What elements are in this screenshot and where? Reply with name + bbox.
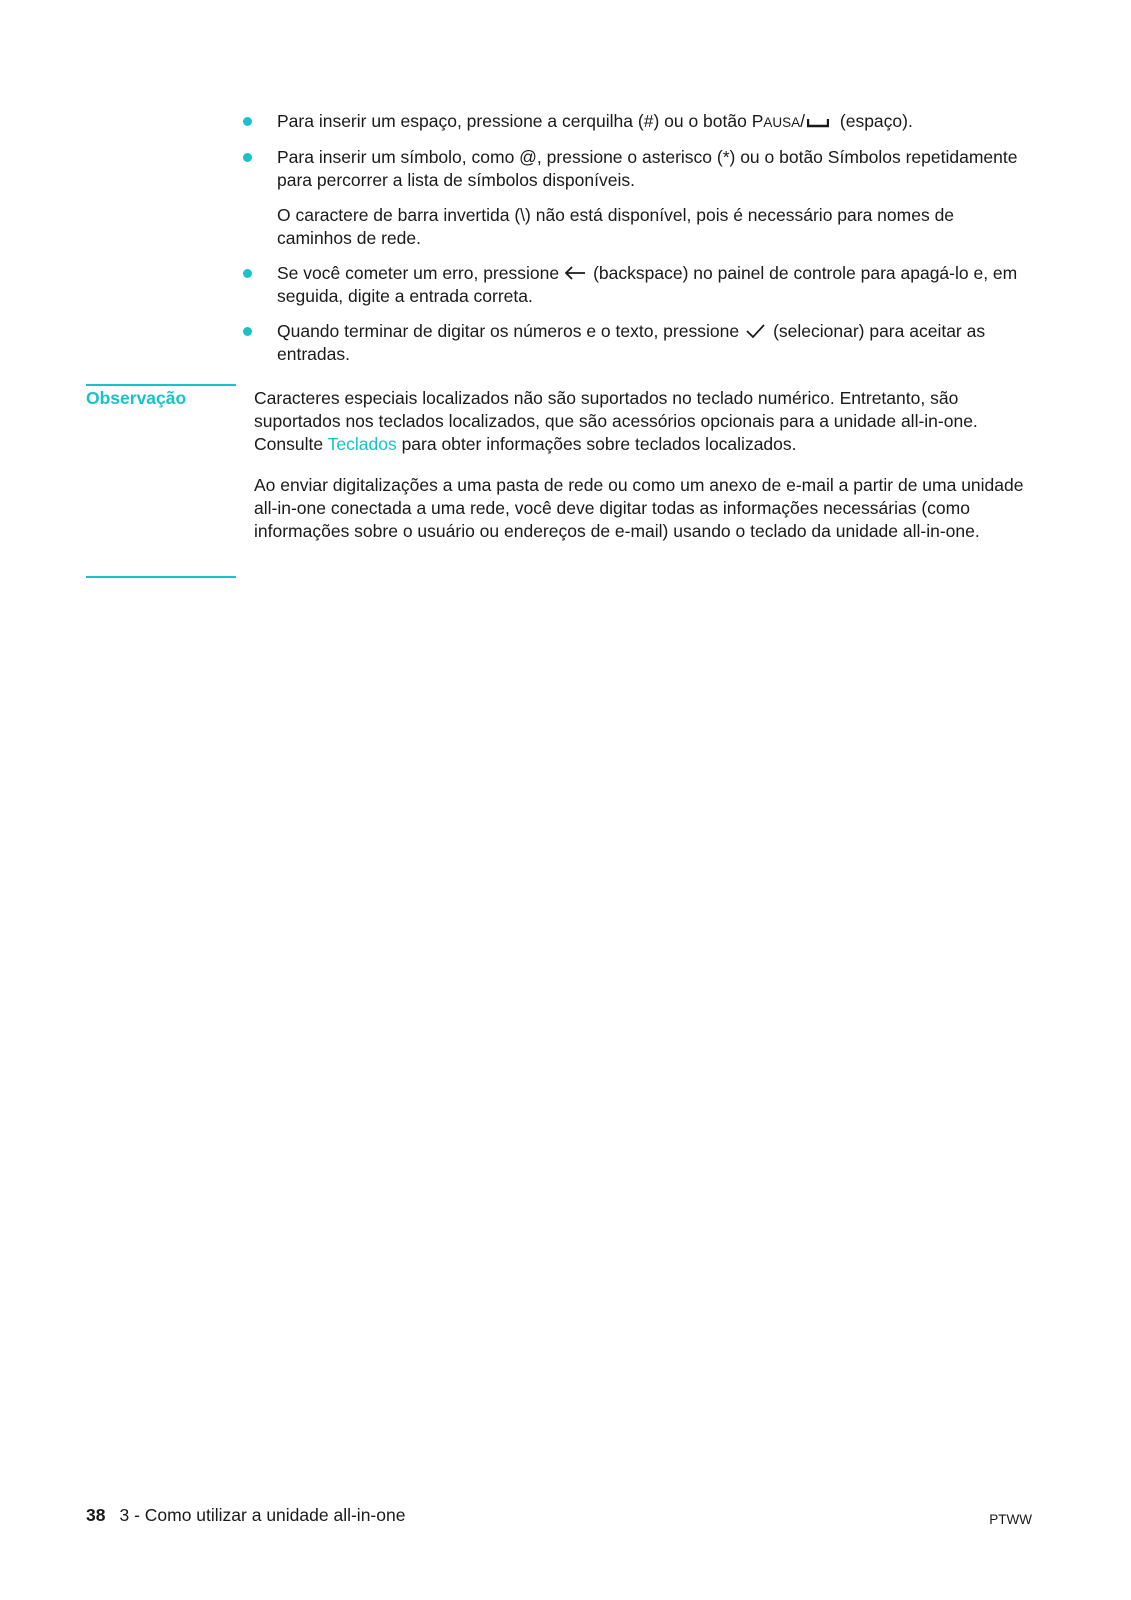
checkmark-icon [743, 323, 767, 339]
note-text-end: para obter informações sobre teclados localizados. [396, 434, 797, 454]
note-paragraph [254, 387, 1040, 456]
slash: / [800, 111, 806, 131]
bullet-text-end: (selecionar) para aceitar as entradas. [277, 321, 986, 364]
bullet-dot-icon [243, 327, 252, 336]
note-text: Caracteres especiais localizados não são suportados no teclado numérico. Entretanto, são suportados nos teclados localizados, que são acessórios opcionais para a unidade all-in-one. Consulte [254, 388, 978, 454]
bullet-dot-icon [243, 153, 252, 162]
note-paragraph: Ao enviar digitalizações a uma pasta de rede ou como um anexo de e-mail a partir de uma unidade all-in-one conectada a uma rede, você deve digitar todas as informações necessárias (como informações sobre o usuário ou endereços de e-mail) usando o teclado da unidade all-in-one. [254, 475, 1024, 541]
bullet-text-end: (backspace) no painel de controle para apagá-lo e, em seguida, digite a entrada correta. [277, 263, 1018, 306]
locale-code: PTWW [989, 1512, 1032, 1527]
keyboards-link[interactable]: Teclados [327, 434, 397, 454]
bullet-item-backspace [243, 262, 1033, 308]
backspace-arrow-icon [563, 265, 587, 281]
note-label: Observação [86, 388, 187, 408]
note-body [254, 387, 1040, 561]
bullet-item-space [243, 110, 1033, 134]
bullet-list [243, 110, 1033, 378]
bullet-text-end: (espaço). [835, 111, 913, 131]
bullet-text: Para inserir um símbolo, como @, pressione o asterisco (*) ou o botão Símbolos repetidamente para percorrer a lista de símbolos disponíveis. [277, 147, 1018, 190]
bullet-text: Se você cometer um erro, pressione [277, 263, 560, 283]
bullet-item-select [243, 320, 1033, 366]
space-key-icon [807, 118, 829, 128]
footer-left [86, 1504, 405, 1527]
bullet-text: Quando terminar de digitar os números e o texto, pressione [277, 321, 740, 341]
note-rule-bottom [86, 576, 236, 578]
chapter-title: 3 - Como utilizar a unidade all-in-one [119, 1505, 406, 1525]
bullet-dot-icon [243, 117, 252, 126]
bullet-text: Para inserir um espaço, pressione a cerquilha (#) ou o botão P [277, 111, 764, 131]
bullet-item-symbol [243, 146, 1033, 192]
bullet-dot-icon [243, 269, 252, 278]
bullet-continuation: O caractere de barra invertida (\) não está disponível, pois é necessário para nomes de caminhos de rede. [277, 205, 955, 248]
page-number: 38 [86, 1505, 106, 1525]
note-rule-top [86, 384, 236, 386]
pause-key-label: AUSA [763, 115, 801, 130]
